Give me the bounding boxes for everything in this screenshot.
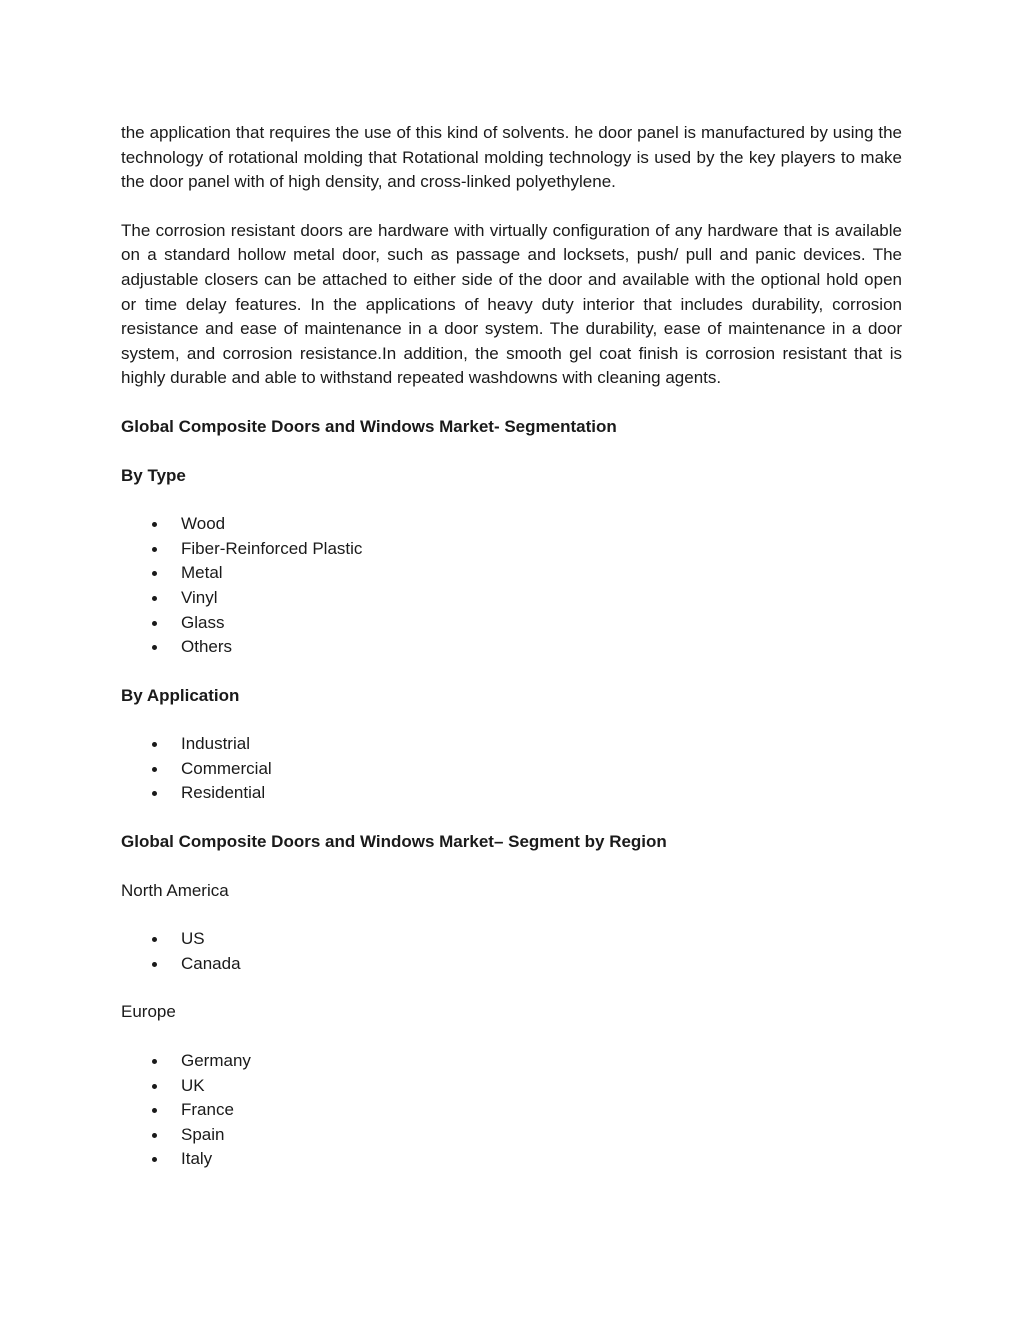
list-item-label: Residential	[181, 783, 266, 803]
list-item	[121, 561, 902, 586]
bullet-icon	[152, 1133, 157, 1138]
list-item	[121, 781, 902, 806]
list-item-label: Industrial	[181, 734, 250, 754]
by-application-list	[121, 732, 902, 806]
list-item-label: Canada	[181, 953, 241, 973]
region-heading: Global Composite Doors and Windows Market– Segment by Region	[121, 832, 667, 852]
bullet-icon	[152, 645, 157, 650]
europe-list	[121, 1049, 902, 1172]
list-item	[121, 1074, 902, 1099]
list-item	[121, 586, 902, 611]
list-item-label: Vinyl	[181, 587, 218, 607]
list-item-label: Germany	[181, 1051, 251, 1071]
list-item-label: Wood	[181, 514, 226, 534]
list-item-label: France	[181, 1100, 234, 1120]
by-application-heading: By Application	[121, 685, 240, 705]
list-item	[121, 512, 902, 537]
bullet-icon	[152, 1059, 157, 1064]
list-item-label: Italy	[181, 1149, 213, 1169]
bullet-icon	[152, 742, 157, 747]
list-item-label: Glass	[181, 612, 225, 632]
list-item	[121, 611, 902, 636]
bullet-icon	[152, 791, 157, 796]
bullet-icon	[152, 621, 157, 626]
list-item	[121, 952, 902, 977]
bullet-icon	[152, 596, 157, 601]
list-item-label: US	[181, 929, 205, 949]
bullet-icon	[152, 937, 157, 942]
list-item	[121, 927, 902, 952]
bullet-icon	[152, 962, 157, 967]
list-item	[121, 1123, 902, 1148]
body-paragraph: The corrosion resistant doors are hardware with virtually configuration of any hardware that is available on a standard hollow metal door, such as passage and locksets, push/ pull and panic devices. The adjustable closers can be attached to either side of the door and available with the optional hold open or time delay features. In the applications of heavy duty interior that includes durability, corrosion resistance and ease of maintenance in a door system. The durability, ease of maintenance in a door system, and corrosion resistance.In addition, the smooth gel coat finish is corrosion resistant that is highly durable and able to withstand repeated washdowns with cleaning agents.	[121, 220, 902, 388]
list-item-label: Metal	[181, 563, 223, 583]
north-america-list	[121, 927, 902, 976]
list-item-label: UK	[181, 1075, 205, 1095]
bullet-icon	[152, 1157, 157, 1162]
body-paragraph: the application that requires the use of this kind of solvents. he door panel is manufactured by using the technology of rotational molding that Rotational molding technology is used by the key players to make the door panel with of high density, and cross-linked polyethylene.	[121, 123, 902, 192]
page-content	[121, 121, 902, 1196]
bullet-icon	[152, 522, 157, 527]
list-item	[121, 732, 902, 757]
bullet-icon	[152, 1084, 157, 1089]
list-item	[121, 757, 902, 782]
list-item	[121, 635, 902, 660]
europe-label: Europe	[121, 1002, 176, 1022]
list-item-label: Fiber-Reinforced Plastic	[181, 538, 363, 558]
bullet-icon	[152, 571, 157, 576]
list-item-label: Spain	[181, 1124, 225, 1144]
segmentation-heading: Global Composite Doors and Windows Market- Segmentation	[121, 416, 617, 436]
bullet-icon	[152, 1108, 157, 1113]
list-item-label: Commercial	[181, 758, 272, 778]
bullet-icon	[152, 767, 157, 772]
by-type-list	[121, 512, 902, 660]
bullet-icon	[152, 547, 157, 552]
by-type-heading: By Type	[121, 465, 186, 485]
north-america-label: North America	[121, 880, 229, 900]
list-item	[121, 1049, 902, 1074]
list-item	[121, 1147, 902, 1172]
list-item-label: Others	[181, 637, 233, 657]
list-item	[121, 537, 902, 562]
list-item	[121, 1098, 902, 1123]
